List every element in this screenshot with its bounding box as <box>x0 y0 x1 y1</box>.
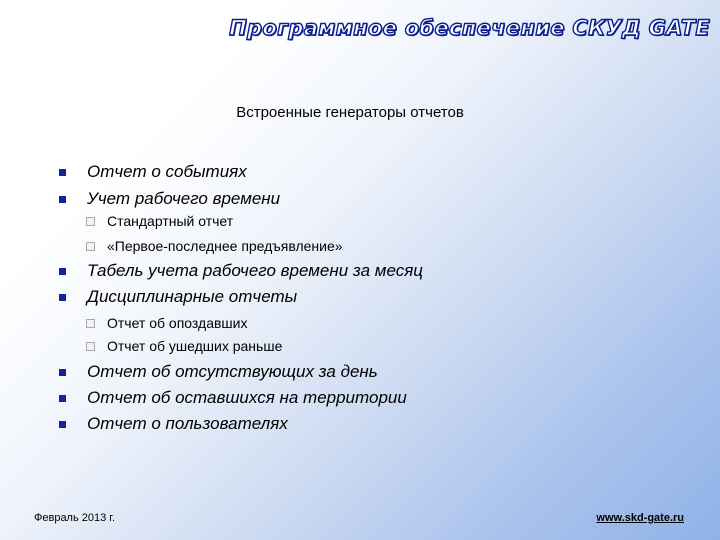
list-item <box>0 211 720 231</box>
list-item <box>0 361 720 383</box>
checkbox-bullet-icon <box>86 217 95 226</box>
list-item <box>0 313 720 333</box>
checkbox-bullet-icon <box>86 342 95 351</box>
checkbox-bullet-icon <box>86 242 95 251</box>
header-title: Программное обеспечение СКУД GATE <box>229 16 710 40</box>
footer-url-link[interactable]: www.skd-gate.ru <box>596 512 684 524</box>
list-item-text: Учет рабочего времени <box>87 189 281 208</box>
square-bullet-icon <box>59 196 66 203</box>
list-item-text: Стандартный отчет <box>107 213 234 229</box>
list-item <box>0 260 720 282</box>
checkbox-bullet-icon <box>86 319 95 328</box>
square-bullet-icon <box>59 169 66 176</box>
list-item-text: Отчет о пользователях <box>87 414 288 433</box>
list-item <box>0 236 720 256</box>
list-item-text: Отчет об ушедших раньше <box>107 338 283 354</box>
square-bullet-icon <box>59 268 66 275</box>
list-item-text: Дисциплинарные отчеты <box>87 287 298 306</box>
list-item-text: «Первое-последнее предъявление» <box>107 238 343 254</box>
footer-date: Февраль 2013 г. <box>34 512 116 524</box>
list-item <box>0 161 720 183</box>
list-item-text: Табель учета рабочего времени за месяц <box>87 261 424 280</box>
slide-subtitle: Встроенные генераторы отчетов <box>236 104 464 121</box>
list-item <box>0 387 720 409</box>
square-bullet-icon <box>59 421 66 428</box>
list-item <box>0 286 720 308</box>
square-bullet-icon <box>59 369 66 376</box>
list-item-text: Отчет о событиях <box>87 162 247 181</box>
square-bullet-icon <box>59 294 66 301</box>
list-item <box>0 188 720 210</box>
list-item-text: Отчет об опоздавших <box>107 315 248 331</box>
square-bullet-icon <box>59 395 66 402</box>
list-item-text: Отчет об оставшихся на территории <box>87 388 407 407</box>
list-item <box>0 336 720 356</box>
list-item-text: Отчет об отсутствующих за день <box>87 362 378 381</box>
list-item <box>0 413 720 435</box>
